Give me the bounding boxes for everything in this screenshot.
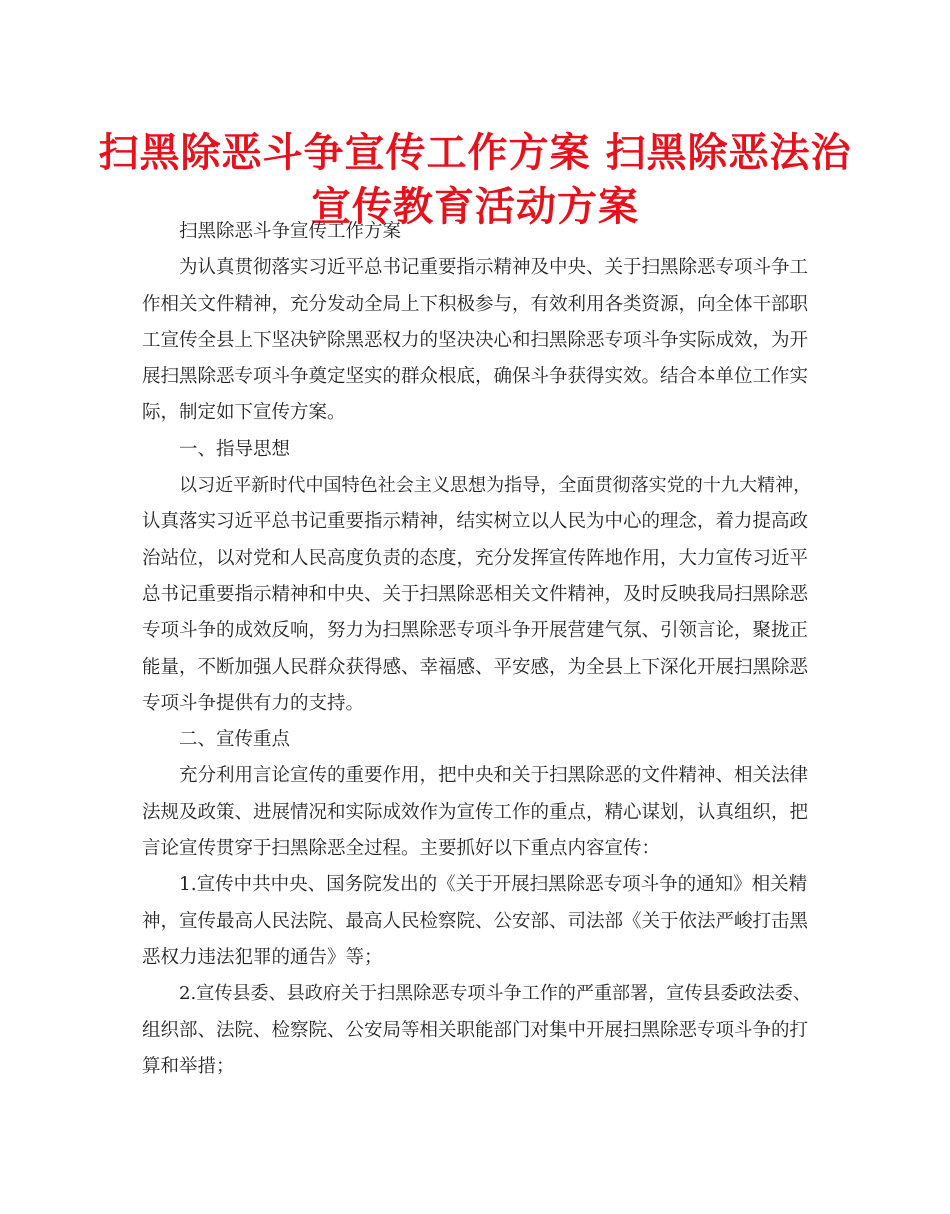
paragraph-line: 专项斗争的成效反响，努力为扫黑除恶专项斗争开展营建气氛、引领言论，聚拢正 bbox=[142, 620, 809, 642]
paragraph bbox=[142, 250, 812, 431]
paragraph-line: 展扫黑除恶专项斗争奠定坚实的群众根底，确保斗争获得实效。结合本单位工作实 bbox=[142, 366, 809, 388]
paragraph-line: 2.宣传县委、县政府关于扫黑除恶专项斗争工作的严重部署，宣传县委政法委、 bbox=[179, 983, 811, 1005]
paragraph bbox=[142, 976, 812, 1085]
title-line: 扫黑除恶斗争宣传工作方案 扫黑除恶法治 bbox=[98, 130, 852, 176]
paragraph-line: 认真落实习近平总书记重要指示精神，结实树立以人民为中心的理念，着力提高政 bbox=[142, 511, 809, 533]
paragraph bbox=[142, 867, 812, 976]
paragraph-line: 1.宣传中共中央、国务院发出的《关于开展扫黑除恶专项斗争的通知》相关精 bbox=[179, 874, 808, 896]
paragraph-line: 恶权力违法犯罪的通告》等； bbox=[142, 946, 383, 968]
document-body bbox=[142, 214, 812, 1085]
paragraph-line: 一、指导思想 bbox=[179, 438, 291, 460]
paragraph-line: 能量，不断加强人民群众获得感、幸福感、平安感，为全县上下深化开展扫黑除恶 bbox=[142, 656, 809, 678]
paragraph-line: 扫黑除恶斗争宣传工作方案 bbox=[179, 221, 402, 242]
paragraph bbox=[142, 758, 812, 867]
paragraph-line: 工宣传全县上下坚决铲除黑恶权力的坚决决心和扫黑除恶专项斗争实际成效，为开 bbox=[142, 329, 809, 351]
paragraph-line: 治站位，以对党和人民高度负责的态度，充分发挥宣传阵地作用，大力宣传习近平 bbox=[142, 547, 809, 569]
paragraph bbox=[142, 214, 812, 250]
paragraph-line: 言论宣传贯穿于扫黑除恶全过程。主要抓好以下重点内容宣传： bbox=[142, 838, 661, 860]
paragraph-line: 组织部、法院、检察院、公安局等相关职能部门对集中开展扫黑除恶专项斗争的打 bbox=[142, 1019, 809, 1041]
paragraph-line: 作相关文件精神，充分发动全局上下积极参与，有效利用各类资源，向全体干部职 bbox=[142, 293, 809, 315]
paragraph-line: 总书记重要指示精神和中央、关于扫黑除恶相关文件精神，及时反映我局扫黑除恶 bbox=[142, 583, 809, 605]
paragraph-line: 际，制定如下宣传方案。 bbox=[142, 402, 346, 424]
paragraph-line: 为认真贯彻落实习近平总书记重要指示精神及中央、关于扫黑除恶专项斗争工 bbox=[179, 257, 809, 279]
paragraph bbox=[142, 432, 812, 468]
paragraph-line: 神，宣传最高人民法院、最高人民检察院、公安部、司法部《关于依法严峻打击黑 bbox=[142, 910, 809, 932]
paragraph-line: 以习近平新时代中国特色社会主义思想为指导，全面贯彻落实党的十九大精神， bbox=[179, 475, 812, 497]
paragraph-line: 专项斗争提供有力的支持。 bbox=[142, 692, 365, 714]
paragraph-line: 法规及政策、进展情况和实际成效作为宣传工作的重点，精心谋划，认真组织，把 bbox=[142, 801, 809, 823]
paragraph-line: 二、宣传重点 bbox=[179, 729, 291, 751]
paragraph bbox=[142, 468, 812, 722]
paragraph bbox=[142, 722, 812, 758]
paragraph-line: 算和举措； bbox=[142, 1055, 235, 1077]
title-line: 宣传教育活动方案 bbox=[311, 184, 639, 230]
paragraph-line: 充分利用言论宣传的重要作用，把中央和关于扫黑除恶的文件精神、相关法律 bbox=[179, 765, 809, 787]
